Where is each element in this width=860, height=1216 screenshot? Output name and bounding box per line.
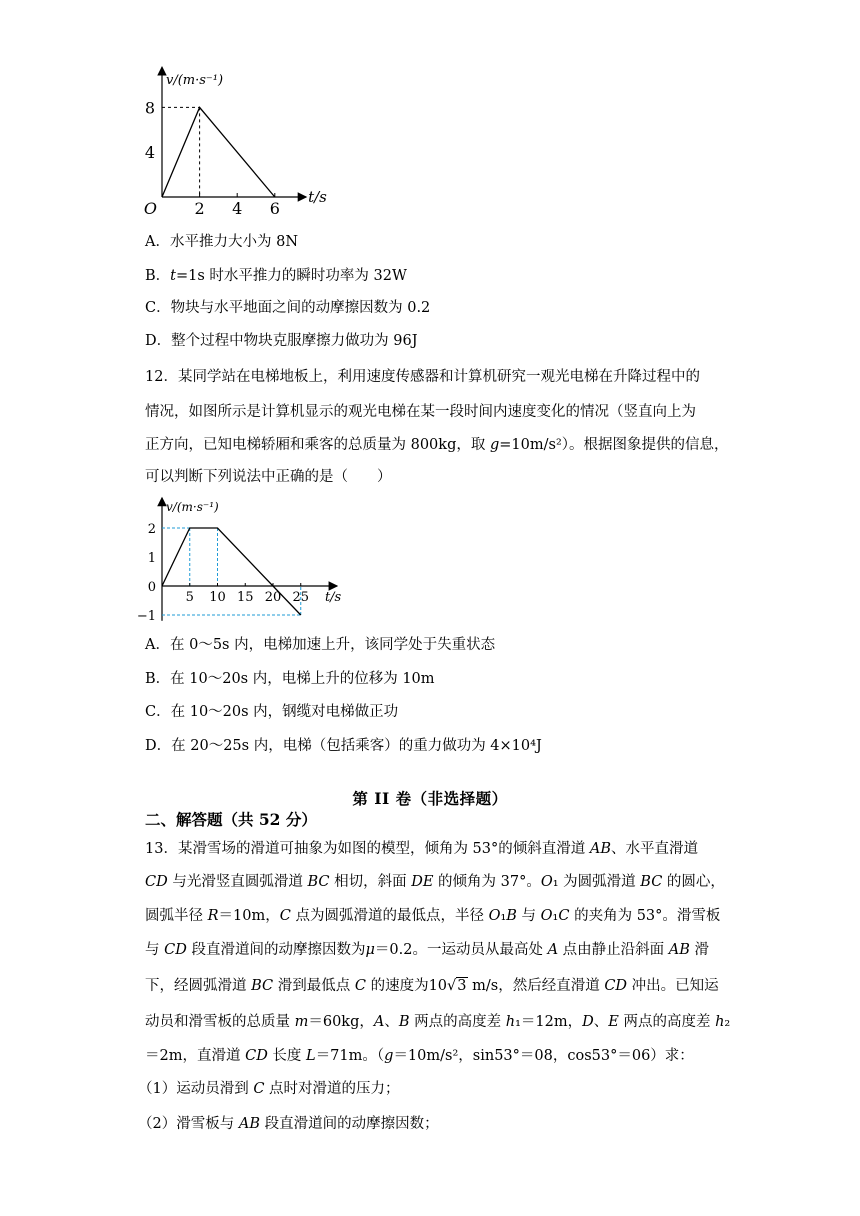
x-tick-label: 10	[209, 590, 226, 605]
x-axis-label: t/s	[308, 188, 327, 206]
x-tick-label: 15	[236, 590, 254, 605]
q13-subquestion-1: （1）运动员滑到 C 点时对滑道的压力；	[138, 1081, 400, 1097]
y-tick-label: 8	[144, 98, 155, 118]
sqrt-symbol: √3	[447, 978, 467, 994]
q11-option-b: B．t=1s 时水平推力的瞬时功率为 32W	[145, 268, 407, 284]
x-tick-label: 4	[232, 199, 243, 218]
q12-stem-line-3: 正方向，已知电梯轿厢和乘客的总质量为 800kg，取 g=10m/s²）。根据图象提供的信息，	[145, 437, 729, 453]
q11-option-d: D．整个过程中物块克服摩擦力做功为 96J	[145, 333, 418, 349]
q13-line-1: 13．某滑雪场的滑道可抽象为如图的模型，倾角为 53°的倾斜直滑道 AB、水平直滑道	[145, 841, 699, 857]
x-axis-label: t/s	[324, 590, 342, 605]
q11-option-a: A．水平推力大小为 8N	[145, 234, 299, 250]
x-tick-label: 5	[185, 590, 194, 605]
y-tick-label: 4	[144, 143, 155, 163]
y-tick-label: 2	[147, 522, 156, 537]
q12-option-d: D．在 20～25s 内，电梯（包括乘客）的重力做功为 4×10⁴J	[145, 738, 542, 754]
x-tick-label: 2	[194, 199, 205, 218]
origin-label: O	[143, 199, 157, 218]
q11-option-c: C．物块与水平地面之间的动摩擦因数为 0.2	[145, 300, 431, 316]
q13-line-2: CD 与光滑竖直圆弧滑道 BC 相切，斜面 DE 的倾角为 37°。O₁ 为圆弧滑道 BC 的圆心，	[145, 874, 725, 890]
q13-line-4: 与 CD 段直滑道间的动摩擦因数为μ＝0.2。一运动员从最高处 A 点由静止沿斜面 AB 滑	[145, 942, 710, 958]
q13-line-6: 动员和滑雪板的总质量 m＝60kg，A、B 两点的高度差 h₁＝12m，D、E 两点的高度差 h₂	[145, 1014, 731, 1030]
q12-option-a: A．在 0～5s 内，电梯加速上升，该同学处于失重状态	[145, 637, 496, 653]
y-axis-label: v/(m·s⁻¹)	[166, 500, 219, 514]
y-tick-label: 0	[147, 580, 156, 595]
y-tick-label: −1	[136, 609, 156, 624]
q12-stem-line-2: 情况，如图所示是计算机显示的观光电梯在某一段时间内速度变化的情况（竖直向上为	[145, 404, 696, 420]
q12-stem-line-1: 12．某同学站在电梯地板上，利用速度传感器和计算机研究一观光电梯在升降过程中的	[145, 369, 700, 385]
q12-option-b: B．在 10～20s 内，电梯上升的位移为 10m	[145, 671, 435, 687]
velocity-time-chart-2	[136, 498, 350, 624]
y-tick-label: 1	[147, 551, 156, 566]
section-title: 第 II 卷（非选择题）	[352, 789, 508, 808]
q12-option-c: C．在 10～20s 内，钢缆对电梯做正功	[145, 704, 399, 720]
q13-line-3: 圆弧半径 R＝10m，C 点为圆弧滑道的最低点，半径 O₁B 与 O₁C 的夹角为 53°。滑雪板	[145, 908, 721, 924]
x-tick-label: 25	[292, 590, 310, 605]
q13-line-7: ＝2m，直滑道 CD 长度 L＝71m。（g＝10m/s²，sin53°＝08，cos53°＝06）求：	[145, 1048, 694, 1064]
velocity-time-chart-1	[140, 62, 330, 222]
q13-subquestion-2: （2）滑雪板与 AB 段直滑道间的动摩擦因数；	[138, 1116, 439, 1132]
q12-stem-line-4: 可以判断下列说法中正确的是（ ）	[145, 469, 392, 485]
section-subtitle: 二、解答题（共 52 分）	[145, 810, 317, 829]
q13-line-5: 下，经圆弧滑道 BC 滑到最低点 C 的速度为10√3 m/s，然后经直滑道 CD 冲出。已知运	[145, 978, 719, 994]
x-tick-label: 6	[269, 199, 280, 218]
series-line	[162, 107, 275, 197]
x-tick-label: 20	[264, 590, 282, 605]
y-axis-label: v/(m·s⁻¹)	[166, 73, 224, 88]
